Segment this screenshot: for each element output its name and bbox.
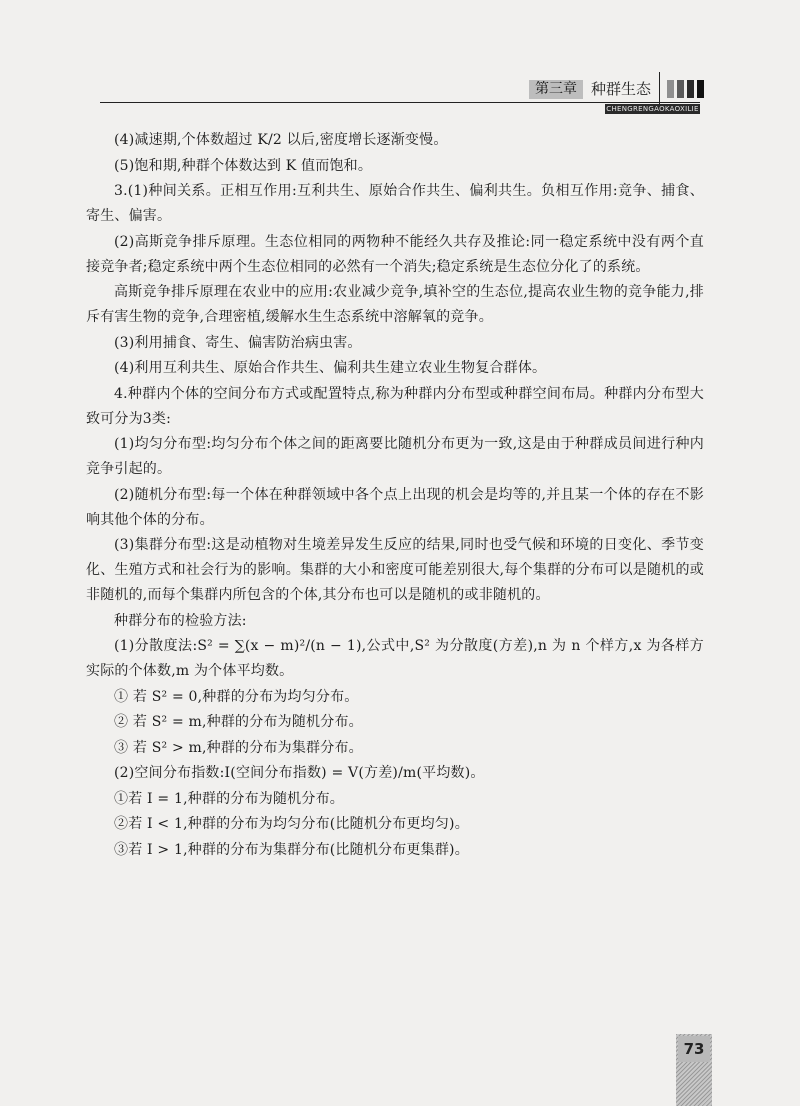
series-subtitle: CHENGRENGAOKAOXILIE bbox=[606, 105, 699, 113]
paragraph: ①若 I = 1,种群的分布为随机分布。 bbox=[114, 790, 344, 807]
decor-block bbox=[677, 80, 684, 98]
paragraph: ② 若 S² = m,种群的分布为随机分布。 bbox=[114, 714, 363, 730]
paragraph: 高斯竞争排斥原理在农业中的应用:农业减少竞争,填补空的生态位,提高农业生物的竞争能力,排斥有害生物的竞争,合理密植,缓解水生生态系统中溶解氧的竞争。 bbox=[86, 284, 704, 325]
paragraph: 3.(1)种间关系。正相互作用:互利共生、原始合作共生、偏利共生。负相互作用:竞争、捕食、寄生、偏害。 bbox=[86, 183, 704, 224]
paragraph: (4)减速期,个体数超过 K/2 以后,密度增长逐渐变慢。 bbox=[114, 132, 448, 148]
paragraph: (3)集群分布型:这是动植物对生境差异发生反应的结果,同时也受气候和环境的日变化、季节变化、生殖方式和社会行为的影响。集群的大小和密度可能差别很大,每个集群的分布可以是随机的或非随机的,而每个集群内所包含的个体,其分布也可以是随机的或非随机的。 bbox=[86, 537, 704, 603]
page-number: 73 bbox=[678, 1036, 710, 1062]
header-rule bbox=[100, 102, 700, 103]
body-text bbox=[86, 128, 704, 863]
chapter-label: 第三章 bbox=[529, 80, 583, 99]
paragraph: (5)饱和期,种群个体数达到 K 值而饱和。 bbox=[114, 157, 373, 174]
paragraph: (4)利用互利共生、原始合作共生、偏利共生建立农业生物复合群体。 bbox=[114, 360, 547, 376]
paragraph: (2)空间分布指数:I(空间分布指数) = V(方差)/m(平均数)。 bbox=[114, 765, 485, 781]
paragraph: 种群分布的检验方法: bbox=[114, 612, 247, 629]
paragraph: 4.种群内个体的空间分布方式或配置特点,称为种群内分布型或种群空间布局。种群内分布型大致可分为3类: bbox=[86, 385, 704, 427]
chapter-title: 种群生态 bbox=[591, 80, 652, 98]
paragraph: (2)随机分布型:每一个体在种群领域中各个点上出现的机会是均等的,并且某一个体的存在不影响其他个体的分布。 bbox=[86, 486, 704, 528]
paragraph: ③ 若 S² > m,种群的分布为集群分布。 bbox=[114, 739, 363, 756]
paragraph: ① 若 S² = 0,种群的分布为均匀分布。 bbox=[114, 688, 359, 705]
decor-block bbox=[687, 80, 694, 98]
paragraph: (2)高斯竞争排斥原理。生态位相同的两物种不能经久共存及推论:同一稳定系统中没有两个直接竞争者;稳定系统中两个生态位相同的必然有一个消失;稳定系统是生态位分化了的系统。 bbox=[86, 233, 704, 275]
paragraph: (1)均匀分布型:均匀分布个体之间的距离要比随机分布更为一致,这是由于种群成员间进行种内竞争引起的。 bbox=[86, 436, 704, 477]
decor-block bbox=[667, 80, 674, 98]
paragraph: (3)利用捕食、寄生、偏害防治病虫害。 bbox=[114, 334, 362, 351]
paragraph: ②若 I < 1,种群的分布为均匀分布(比随机分布更均匀)。 bbox=[114, 816, 469, 832]
paragraph: ③若 I > 1,种群的分布为集群分布(比随机分布更集群)。 bbox=[114, 841, 469, 858]
decor-block bbox=[697, 80, 704, 98]
paragraph: (1)分散度法:S² = ∑(x − m)²/(n − 1),公式中,S² 为分散度(方差),n 为 n 个样方,x 为各样方实际的个体数,m 为个体平均数。 bbox=[86, 638, 704, 679]
header-decor-blocks bbox=[667, 80, 704, 98]
